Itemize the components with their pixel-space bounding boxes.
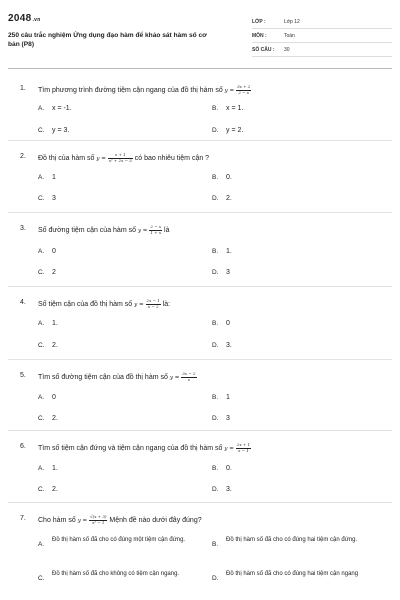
option-letter: C. [38,127,45,134]
option-text: Đồ thị hàm số đã cho có đúng hai tiệm cận đứng. [226,537,358,543]
question-text: Số tiệm cận của đồ thị hàm số y = $\frac{2x - 1}{x - 2}$ là: [38,298,171,309]
formula-fraction: $\frac{2x + 1}{x - 1}$ [236,442,251,453]
meta-class-value: Lớp 12 [284,19,300,25]
option-text: 3 [226,415,230,422]
option-letter: D. [212,342,219,349]
brand-logo[interactable]: 2048.vn [8,13,41,24]
formula-lead: y = [77,517,88,524]
formula-fraction: $\frac{3x + 2}{2 - x}$ [237,84,251,95]
formula-lead: y = [224,87,235,94]
meta-count [252,44,392,57]
question-number: 4. [20,299,26,306]
option-letter: B. [212,465,219,472]
formula-lead: y = [134,301,144,308]
option-letter: B. [212,248,219,255]
formula-fraction: $\frac{2x - 1}{x - 2}$ [146,298,160,309]
option-letter: B. [212,174,219,181]
option-letter: D. [212,195,219,202]
question-text: Tìm phương trình đường tiệm cận ngang của đồ thị hàm số y = $\frac{3x + 2}{2 - x}$ [38,84,251,95]
option-letter: B. [212,320,219,327]
formula-lead: y = [224,445,234,452]
meta-count-value: 30 [284,47,290,53]
option-text: 1. [52,320,58,327]
option-text: 0 [226,320,230,327]
option-text: 1 [226,394,230,401]
formula-lead: y = [96,155,106,162]
question-divider [8,286,392,287]
option-letter: A. [38,394,45,401]
option-text: 2. [52,342,58,349]
meta-subject-label: MÔN : [252,33,267,39]
question-number: 6. [20,443,26,450]
document-title: 250 câu trắc nghiệm Ứng dụng đạo hàm để khảo sát hàm số cơ bản (P8) [8,32,207,48]
option-letter: D. [212,127,219,134]
option-text: 3. [226,342,232,349]
question-divider [8,430,392,431]
option-text: x = 1. [226,105,244,112]
option-letter: D. [212,269,219,276]
formula-fraction: $\frac{3x - 2}{x}$ [182,371,196,382]
option-text: 3. [226,486,232,493]
option-letter: B. [212,541,219,548]
option-text: 1. [226,248,232,255]
option-letter: B. [212,105,219,112]
option-letter: A. [38,320,45,327]
option-letter: D. [212,575,219,582]
meta-class-label: LỚP : [252,19,266,25]
option-text: y = 3. [52,127,70,134]
option-text: 2. [52,415,58,422]
option-text: 0. [226,465,232,472]
question-number: 5. [20,372,26,379]
option-text: y = 2. [226,127,244,134]
option-letter: D. [212,486,219,493]
option-letter: A. [38,248,45,255]
option-letter: A. [38,174,45,181]
question-text: Cho hàm số y = $\frac{√(x + 3)}{\text{x² − 1}}$ Mệnh đề nào dưới đây đúng? [38,514,202,525]
option-text: 2 [52,269,56,276]
option-text: 3 [52,195,56,202]
option-text: 0 [52,394,56,401]
question-text: Tìm số tiệm cận đứng và tiệm cận ngang của đồ thị hàm số y = $\frac{2x + 1}{x - 1}$ [38,442,251,453]
meta-subject [252,30,392,43]
question-text: Số đường tiệm cận của hàm số y = $\frac{2 - x}{1 + x}$ là [38,224,170,235]
option-text: 3 [226,269,230,276]
option-letter: C. [38,415,45,422]
question-divider [8,140,392,141]
question-text: Tìm số đường tiệm cận của đồ thị hàm số y = $\frac{3x - 2}{x}$ [38,371,196,382]
option-letter: A. [38,465,45,472]
page-header [0,0,400,64]
question-text: Đồ thị của hàm số y = $\frac{x + 1}{\text{x² + 2x − 3}}$ có bao nhiêu tiệm cận ? [38,152,210,163]
option-letter: B. [212,394,219,401]
option-text: Đồ thị hàm số đã cho có đúng hai tiệm cận ngang [226,571,359,577]
option-text: 2. [226,195,232,202]
option-letter: C. [38,342,45,349]
option-letter: A. [38,541,45,548]
header-divider [8,68,392,69]
question-number: 3. [20,225,26,232]
formula-lead: y = [137,227,148,234]
meta-count-label: SỐ CÂU : [252,47,275,53]
question-number: 2. [20,153,26,160]
option-text: 2. [52,486,58,493]
option-text: 0 [52,248,56,255]
formula-fraction: $\frac{2 - x}{1 + x}$ [150,224,162,235]
meta-class [252,16,392,29]
question-divider [8,212,392,213]
option-letter: D. [212,415,219,422]
question-number: 1. [20,85,26,92]
question-divider [8,359,392,360]
formula-fraction: $\frac{√(x + 3)}{\text{x² − 1}}$ [90,514,107,525]
option-text: 1 [52,174,56,181]
option-text: Đồ thị hàm số đã cho không có tiệm cận ngang. [52,571,180,577]
option-letter: A. [38,105,45,112]
option-text: Đồ thị hàm số đã cho có đúng một tiệm cận đứng. [52,537,186,543]
option-letter: C. [38,195,45,202]
option-letter: C. [38,486,45,493]
formula-lead: y = [169,374,180,381]
question-divider [8,502,392,503]
option-text: x = -1. [52,105,72,112]
option-letter: C. [38,575,45,582]
meta-subject-value: Toán [284,33,295,39]
question-number: 7. [20,515,26,522]
formula-fraction: $\frac{x + 1}{\text{x² + 2x − 3}}$ [108,152,132,163]
option-text: 0. [226,174,232,181]
option-text: 1. [52,465,58,472]
option-letter: C. [38,269,45,276]
